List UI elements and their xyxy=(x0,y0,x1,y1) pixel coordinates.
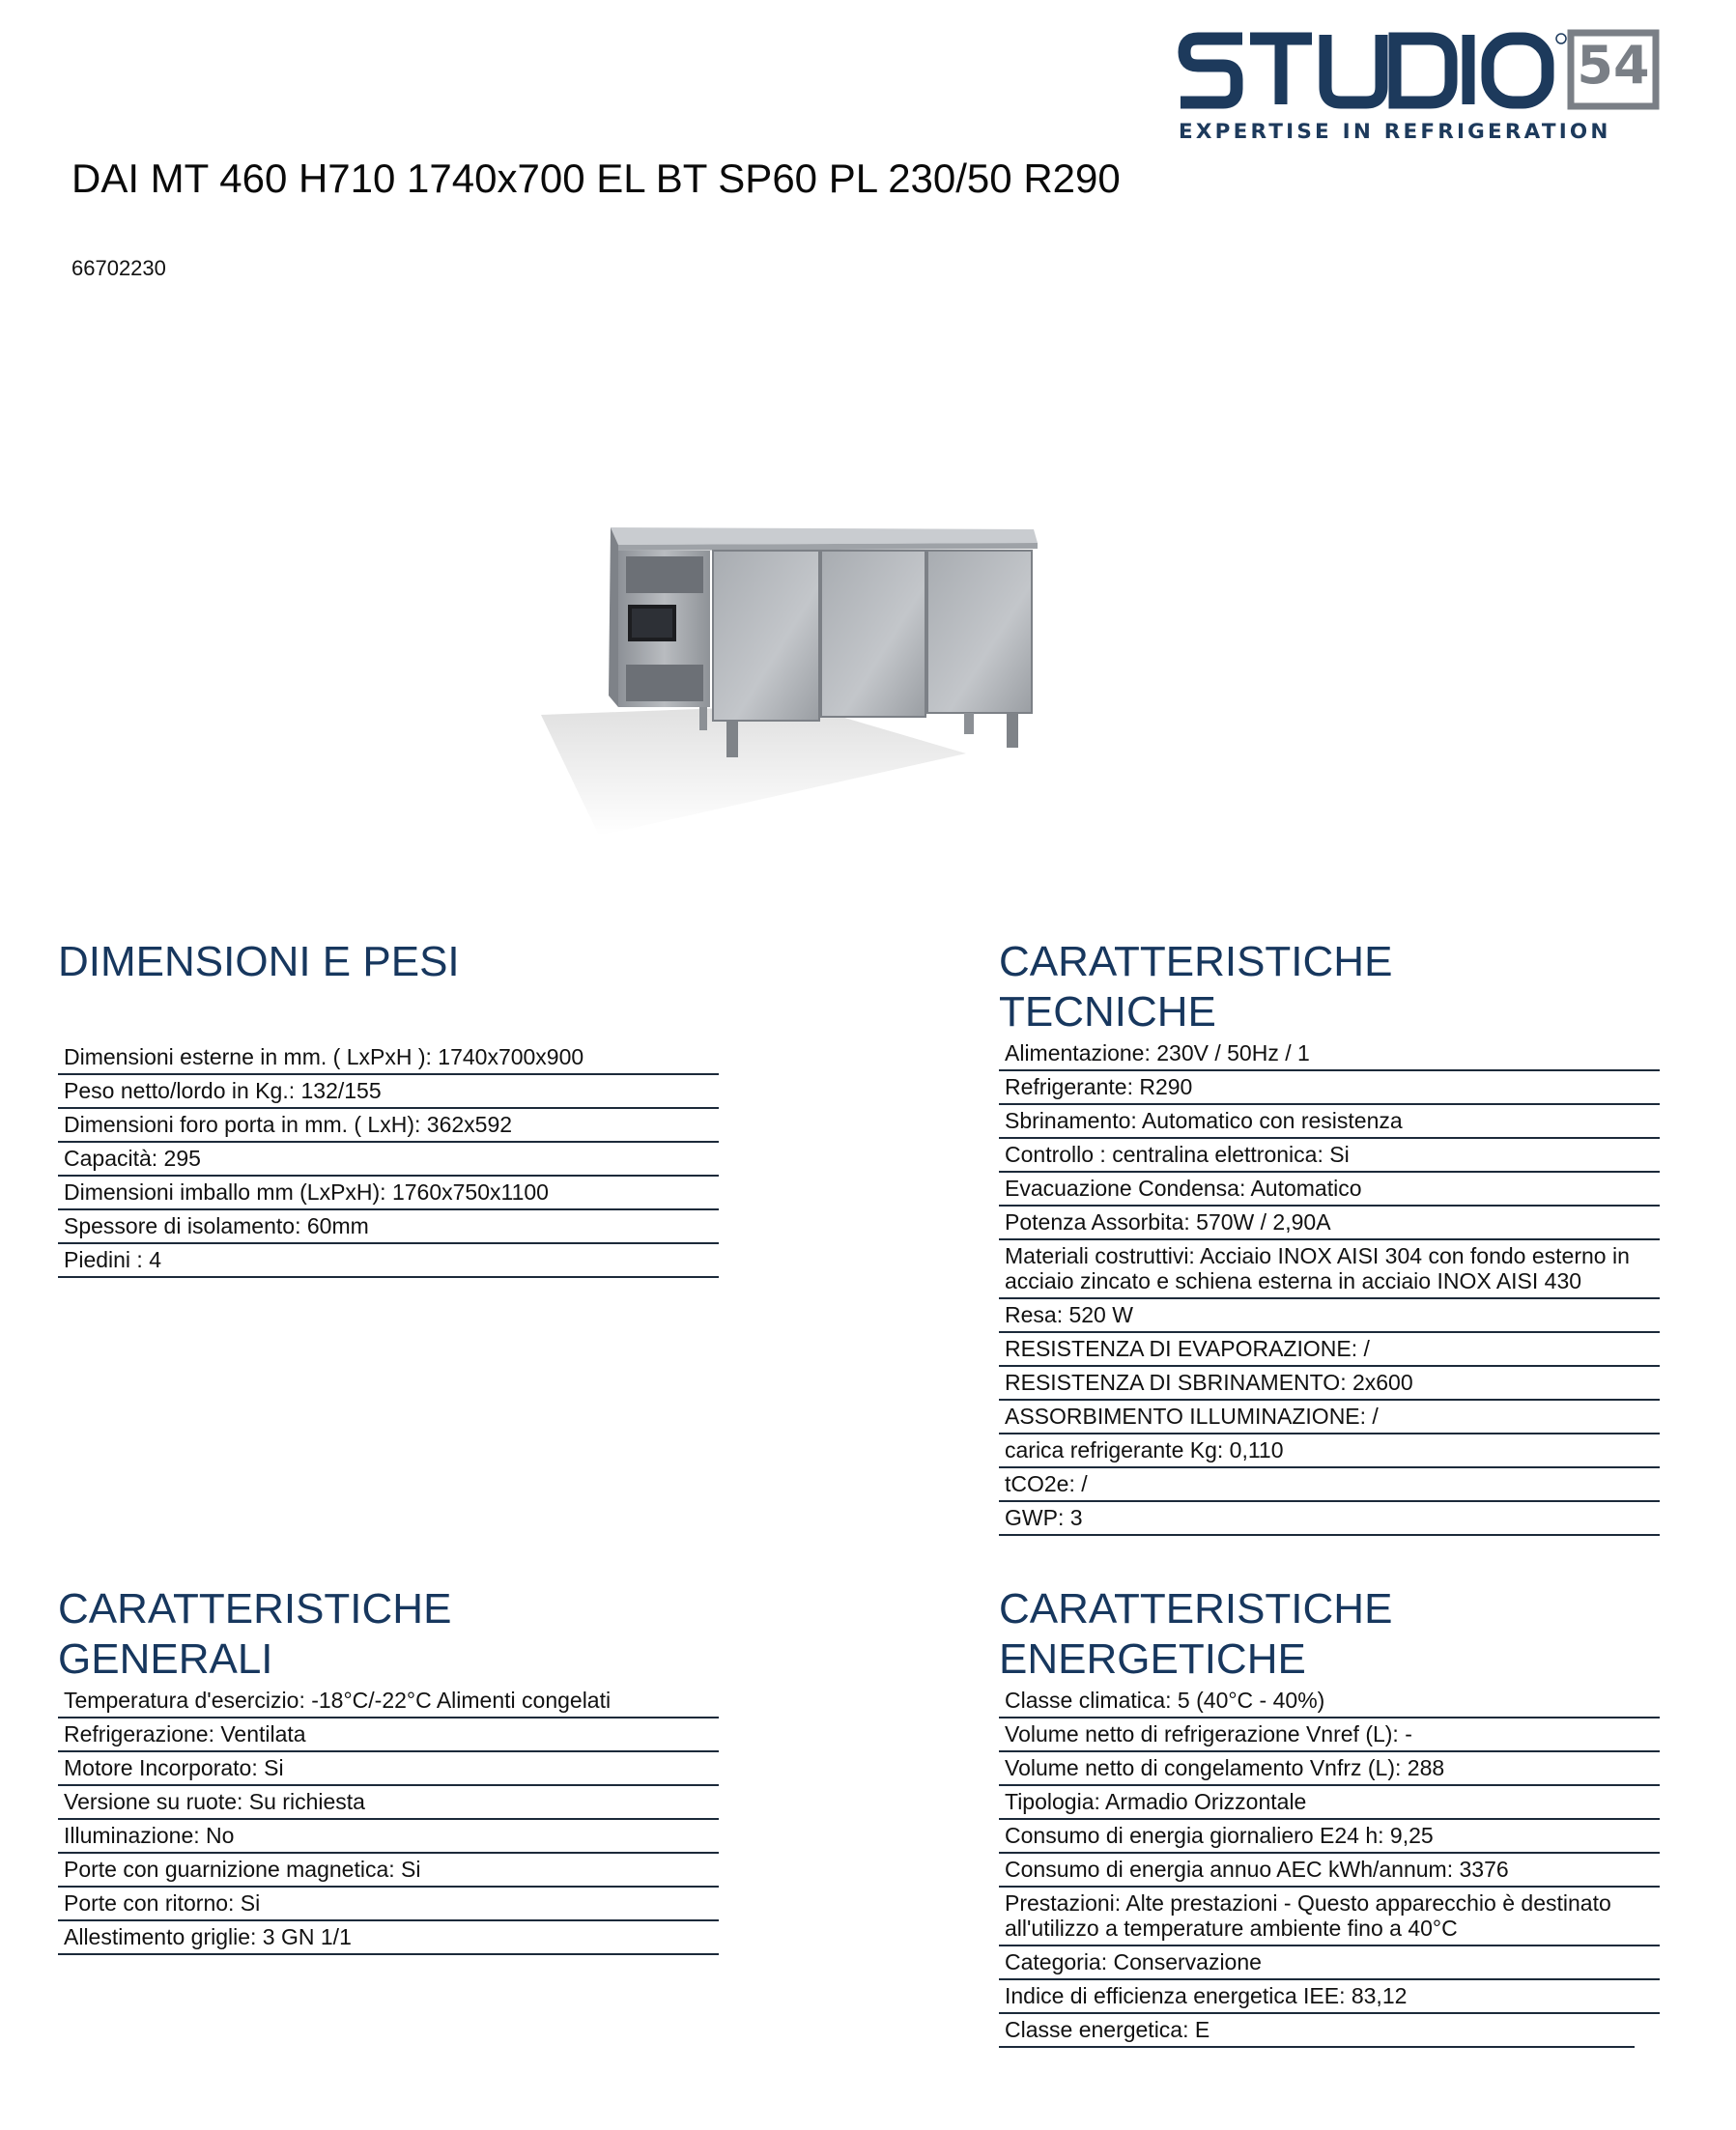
spec-row: Peso netto/lordo in Kg.: 132/155 xyxy=(58,1075,719,1109)
spec-list xyxy=(999,1037,1660,1536)
spec-row: Potenza Assorbita: 570W / 2,90A xyxy=(999,1207,1660,1240)
spec-row: Materiali costruttivi: Acciaio INOX AISI 304 con fondo esterno in acciaio zincato e schiena esterna in acciaio INOX AISI 430 xyxy=(999,1240,1660,1299)
spec-row: Classe climatica: 5 (40°C - 40%) xyxy=(999,1685,1660,1718)
section-title: DIMENSIONI E PESI xyxy=(58,938,460,985)
spec-row: Piedini : 4 xyxy=(58,1244,719,1278)
spec-row: Dimensioni imballo mm (LxPxH): 1760x750x1100 xyxy=(58,1177,719,1210)
spec-row: Controllo : centralina elettronica: Si xyxy=(999,1139,1660,1173)
spec-row: RESISTENZA DI SBRINAMENTO: 2x600 xyxy=(999,1367,1660,1401)
section-dimensions xyxy=(58,937,719,1278)
spec-row: Volume netto di congelamento Vnfrz (L): 288 xyxy=(999,1752,1660,1786)
spec-row: Sbrinamento: Automatico con resistenza xyxy=(999,1105,1660,1139)
spec-row: ASSORBIMENTO ILLUMINAZIONE: / xyxy=(999,1401,1660,1434)
spec-row: carica refrigerante Kg: 0,110 xyxy=(999,1434,1660,1468)
section-title: CARATTERISTICHE GENERALI xyxy=(58,1585,452,1683)
section-general xyxy=(58,1584,719,1955)
spec-row: Capacità: 295 xyxy=(58,1143,719,1177)
spec-row: Allestimento griglie: 3 GN 1/1 xyxy=(58,1921,719,1955)
section-energy xyxy=(999,1584,1660,2048)
spec-row: Tipologia: Armadio Orizzontale xyxy=(999,1786,1660,1820)
spec-row: GWP: 3 xyxy=(999,1502,1660,1536)
spec-row: Prestazioni: Alte prestazioni - Questo apparecchio è destinato all'utilizzo a temperature ambiente fino a 40°C xyxy=(999,1888,1660,1946)
product-title: DAI MT 460 H710 1740x700 EL BT SP60 PL 230/50 R290 xyxy=(71,156,1121,201)
spec-row: Consumo di energia annuo AEC kWh/annum: 3376 xyxy=(999,1854,1660,1888)
refrigerated-counter-image xyxy=(483,502,1063,869)
spec-row: Temperatura d'esercizio: -18°C/-22°C Alimenti congelati xyxy=(58,1685,719,1718)
spec-row: Indice di efficienza energetica IEE: 83,12 xyxy=(999,1980,1660,2014)
spec-row: RESISTENZA DI EVAPORAZIONE: / xyxy=(999,1333,1660,1367)
logo-tagline: EXPERTISE IN REFRIGERATION xyxy=(1179,120,1611,144)
section-title: CARATTERISTICHE ENERGETICHE xyxy=(999,1585,1393,1683)
section-technical xyxy=(999,937,1660,1536)
spec-row: Porte con ritorno: Si xyxy=(58,1888,719,1921)
spec-row: Classe energetica: E xyxy=(999,2014,1635,2048)
spec-row: Dimensioni foro porta in mm. ( LxH): 362x592 xyxy=(58,1109,719,1143)
spec-row: Categoria: Conservazione xyxy=(999,1946,1660,1980)
spec-row: Refrigerante: R290 xyxy=(999,1071,1660,1105)
spec-row: Alimentazione: 230V / 50Hz / 1 xyxy=(999,1037,1660,1071)
spec-row: Dimensioni esterne in mm. ( LxPxH ): 1740x700x900 xyxy=(58,1041,719,1075)
studio54-logo xyxy=(1177,25,1660,151)
spec-row: Refrigerazione: Ventilata xyxy=(58,1718,719,1752)
spec-row: Spessore di isolamento: 60mm xyxy=(58,1210,719,1244)
logo-number: 54 xyxy=(1577,35,1650,96)
spec-list xyxy=(999,1685,1660,2048)
spec-row: tCO2e: / xyxy=(999,1468,1660,1502)
product-code: 66702230 xyxy=(71,256,166,280)
studio54-logo-mark xyxy=(1177,25,1660,118)
spec-row: Resa: 520 W xyxy=(999,1299,1660,1333)
spec-row: Volume netto di refrigerazione Vnref (L): - xyxy=(999,1718,1660,1752)
section-title: CARATTERISTICHE TECNICHE xyxy=(999,938,1393,1036)
spec-row: Illuminazione: No xyxy=(58,1820,719,1854)
spec-list xyxy=(58,1685,719,1955)
spec-row: Evacuazione Condensa: Automatico xyxy=(999,1173,1660,1207)
spec-row: Porte con guarnizione magnetica: Si xyxy=(58,1854,719,1888)
spec-row: Motore Incorporato: Si xyxy=(58,1752,719,1786)
spec-row: Versione su ruote: Su richiesta xyxy=(58,1786,719,1820)
spec-list xyxy=(58,1041,719,1278)
spec-row: Consumo di energia giornaliero E24 h: 9,25 xyxy=(999,1820,1660,1854)
